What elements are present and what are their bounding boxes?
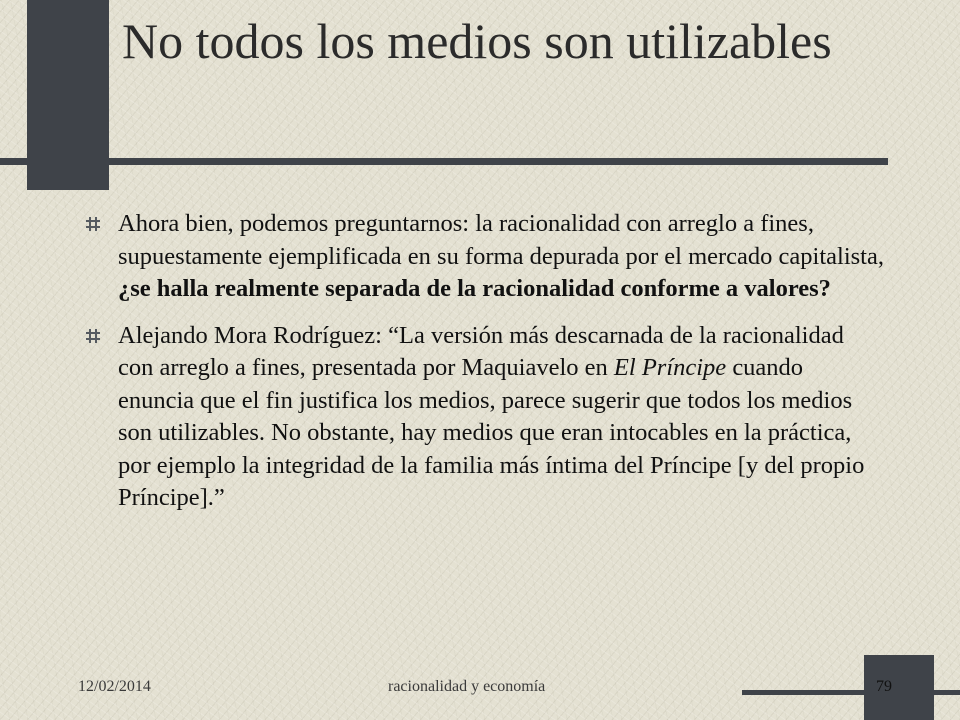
bullet-2-text-start: Alejando Mora Rodríguez: “La versión más descarnada de la racionalidad con arreglo a fines, presentada por Maquiavelo en <box>118 321 844 381</box>
bullet-2-book-title: El Príncipe <box>613 354 727 381</box>
slide-content <box>84 208 884 529</box>
bullet-1-text: Ahora bien, podemos preguntarnos: la racionalidad con arreglo a fines, supuestamente ejemplificada en su forma depurada por el mercado capitalista, <box>118 210 884 270</box>
hash-bullet-icon <box>86 329 100 343</box>
bullet-1-bold-question: ¿se halla realmente separada de la racionalidad conforme a valores? <box>118 275 831 302</box>
bullet-item-1 <box>84 208 884 306</box>
footer-title: racionalidad y economía <box>388 678 546 695</box>
slide-title: No todos los medios son utilizables <box>122 13 832 69</box>
page-number-box <box>864 655 934 720</box>
bullet-2-text-end: cuando enuncia que el fin justifica los medios, parece sugerir que todos los medios son utilizables. No obstante, hay medios que eran intocables en la práctica, por ejemplo la integridad de la familia más íntima del Príncipe [y del propio Príncipe].” <box>118 354 865 511</box>
title-rule <box>0 158 888 165</box>
bullet-item-2 <box>84 320 884 515</box>
hash-bullet-icon <box>86 217 100 231</box>
page-number: 79 <box>876 678 892 695</box>
footer-date: 12/02/2014 <box>78 678 151 695</box>
